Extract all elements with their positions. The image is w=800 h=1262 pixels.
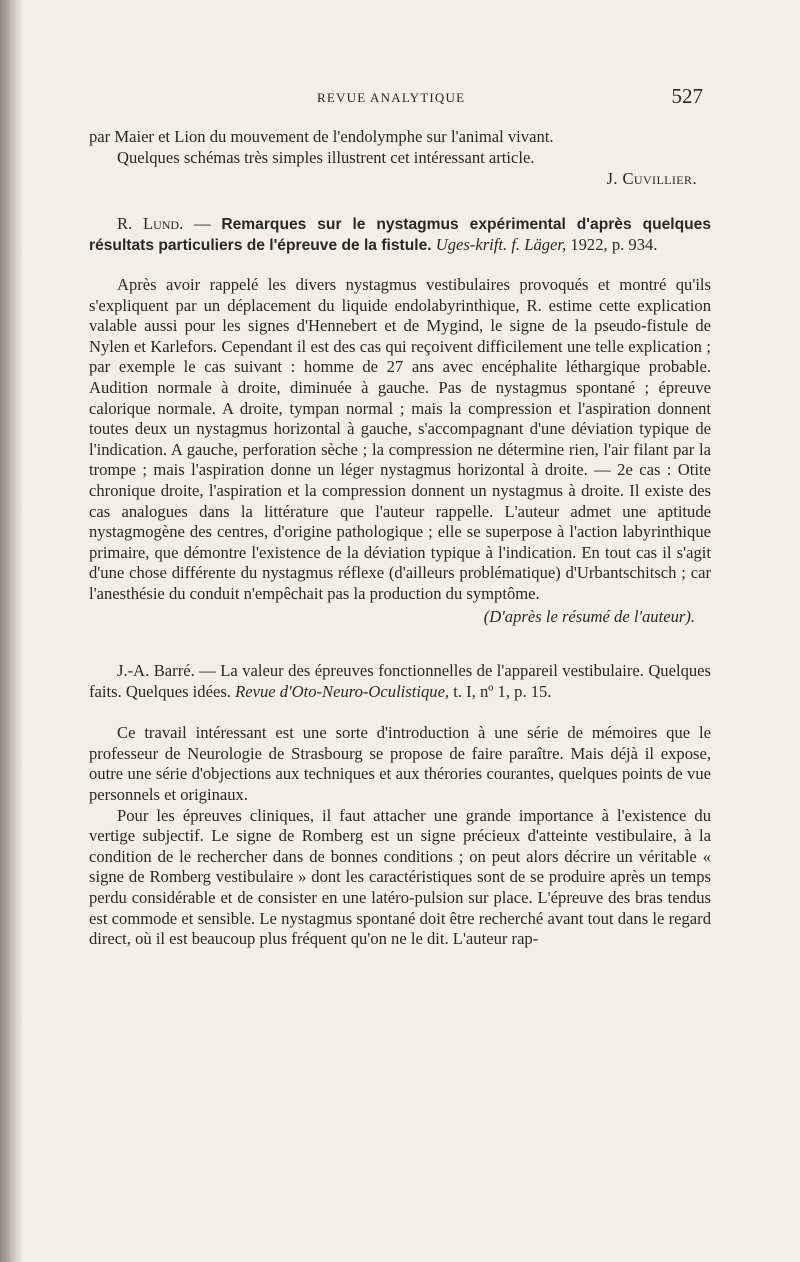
reviewer-signature	[89, 169, 711, 190]
entry-body-paragraph: Ce travail intéressant est une sorte d'introduction à une série de mémoires que le professeur de Neurologie de Strasbourg se propose de faire paraître. Mais déjà il expose, outre une série d'objections aux techniques et aux thérories courantes, quelques points de vue personnels et originaux.	[89, 723, 711, 805]
entry-title: La valeur des épreuves fonctionnelles de l'appareil vestibulaire. Quelques faits. Quelques idées.	[89, 661, 711, 701]
entry-source: Uges-krift. f. Läger,	[435, 235, 567, 255]
entry-author: R. Lund. —	[117, 213, 211, 233]
attribution-text: (D'après le résumé de l'auteur).	[483, 607, 695, 627]
continued-text: par Maier et Lion du mouvement de l'endolymphe sur l'animal vivant.	[89, 127, 554, 146]
entry-title: Remarques sur le nystagmus expérimental d'après quelques résultats particuliers de l'épreuve de la fistule.	[89, 215, 712, 255]
reviewer-name: J. Cuvillier.	[606, 169, 697, 189]
entry-citation: t. I, nº 1, p. 15.	[449, 681, 552, 701]
book-binding-edge	[0, 0, 22, 1262]
closing-paragraph: Quelques schémas très simples illustrent cet intéressant article.	[117, 147, 535, 167]
entry-source: Revue d'Oto-Neuro-Oculistique,	[235, 681, 450, 701]
page-number: 527	[671, 84, 703, 108]
running-head: REVUE ANALYTIQUE	[317, 90, 466, 105]
entry-body: Après avoir rappelé les divers nystagmus vestibulaires provoqués et montré qu'ils s'expliquent par un déplacement du liquide endolabyrinthique, R. estime cette explication valable aussi pour les signes d'Hennebert et de Mygind, le signe de la pseudo-fistule de Nylen et Karlefors. Cependant il est des cas qui reçoivent difficilement une telle explication ; par exemple le cas suivant : homme de 27 ans avec encéphalite léthargique probable. Audition normale à droite, diminuée à gauche. Pas de nystagmus spontané ; épreuve calorique normale. A droite, tympan normal ; mais la compression et l'aspiration donnent toutes deux un nystagmus horizontal à gauche, s'accompagnant d'une déviation typique de l'indication. A gauche, perforation sèche ; la compression ne détermine rien, l'air filant par la trompe ; mais l'aspiration donne un léger nystagmus horizontal à droite. — 2e cas : Otite chronique droite, l'aspiration et la compression donnent un nystagmus à droite. Il existe des cas analogues dans la littérature que l'auteur rappelle. L'auteur admet une aptitude nystagmogène des centres, d'origine pathologique ; elle se superpose à l'action labyrinthique primaire, que démontre l'existence de la déviation typique à l'indication. En tout cas il s'agit d'une chose différente du nystagmus réflexe (d'ailleurs problématique) d'Urbantschitsch ; car l'anesthésie du conduit n'empêchait pas la production du symptôme.	[89, 274, 711, 603]
review-entry-heading	[89, 214, 711, 257]
entry-body-paragraph: Pour les épreuves cliniques, il faut attacher une grande importance à l'existence du vertige subjectif. Le signe de Romberg est un signe précieux d'atteinte vestibulaire, à la condition de le rechercher dans de bonnes conditions ; on peut alors décrire un véritable « signe de Romberg vestibulaire » dont les caractéristiques sont de se produire après un temps perdu considérable et de consister en une latéro-pulsion sur place. L'épreuve des bras tendus est commode et sensible. Le nystagmus spontané doit être recherché avant tout dans le regard direct, où il est beaucoup plus fréquent qu'on ne le dit. L'auteur rap-	[89, 805, 711, 949]
review-entry-heading	[89, 661, 711, 702]
entry-citation: 1922, p. 934.	[566, 235, 658, 255]
entry-attribution	[89, 607, 711, 628]
entry-author: J.-A. Barré. —	[117, 661, 216, 681]
page-header	[89, 84, 711, 110]
page-body	[89, 127, 711, 950]
